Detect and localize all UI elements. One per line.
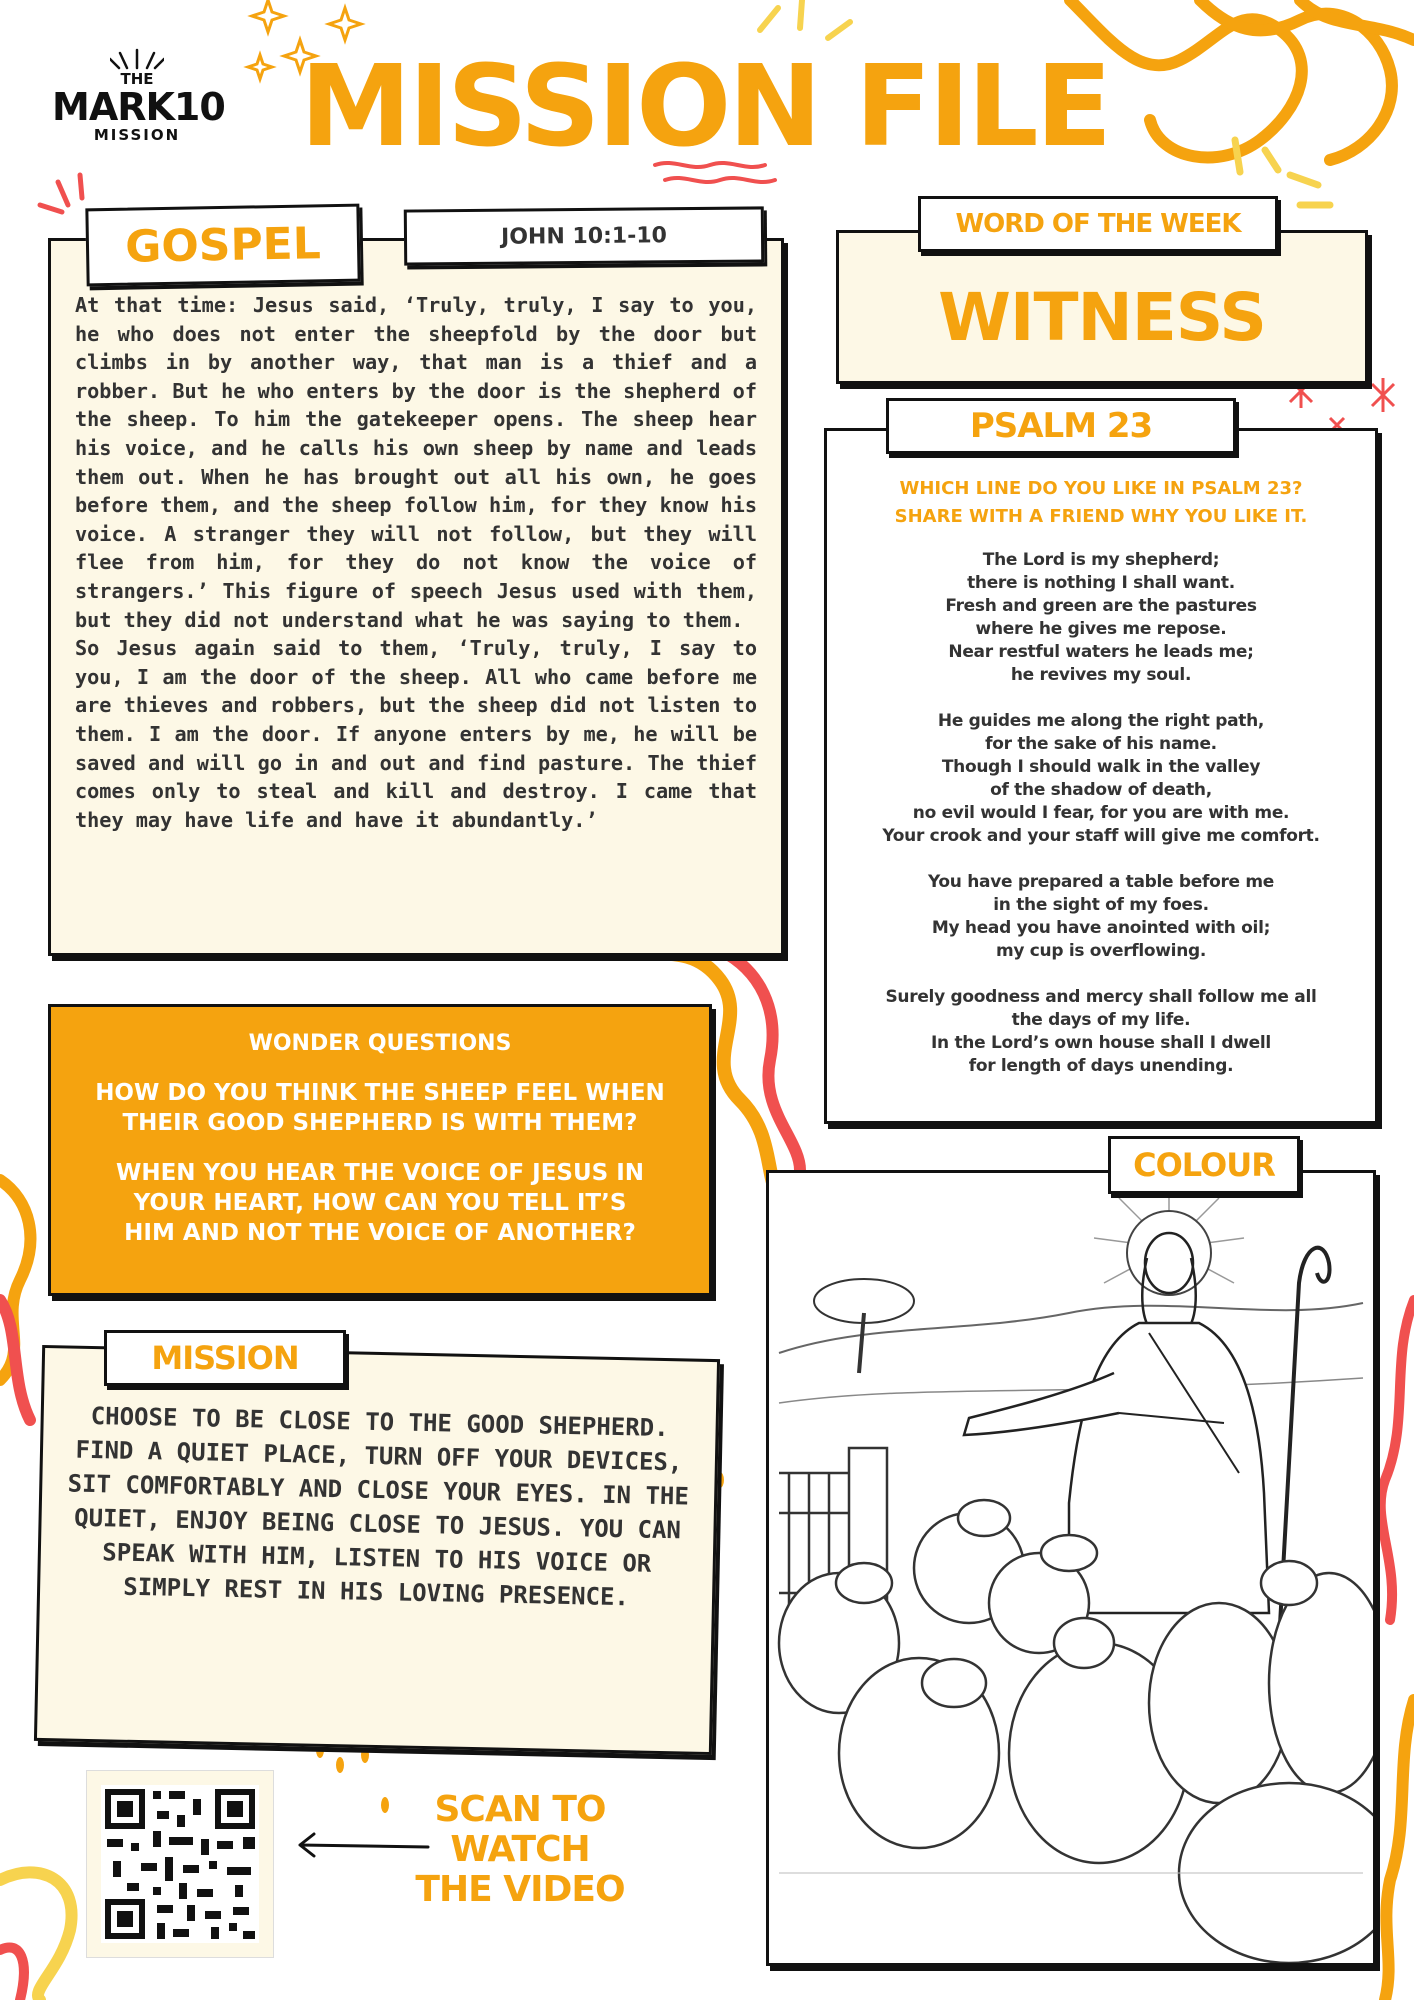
psalm-prompt-line-2: SHARE WITH A FRIEND WHY YOU LIKE IT.: [894, 506, 1308, 527]
wonder-q2-line-2: YOUR HEART, HOW CAN YOU TELL IT’S: [133, 1190, 627, 1216]
wonder-q2-line-1: WHEN YOU HEAR THE VOICE OF JESUS IN: [115, 1160, 645, 1186]
wonder-q2-line-3: HIM AND NOT THE VOICE OF ANOTHER?: [124, 1220, 636, 1246]
scan-line-1: SCAN TO: [434, 1789, 606, 1830]
logo-line-the: THE: [120, 70, 154, 88]
word-of-week-label: WORD OF THE WEEK: [918, 196, 1278, 252]
wonder-question-1: [51, 1078, 709, 1138]
scan-to-watch-text: [400, 1790, 640, 1910]
gospel-text: At that time: Jesus said, ‘Truly, truly, I say to you, he who does not enter the sheepfold by the door but climbs in by another way, that man is a thief and a robber. But he who enters by the door is the shepherd of the sheep. To him the gatekeeper opens. The sheep hear his voice, and he calls his own sheep by name and leads them out. When he has brought out all his own, he goes before them, and the sheep follow him, for they know his voice. A stranger they will not follow, but they will flee from him, for they do not know the voice of strangers.’ This figure of speech Jesus used with them, but they did not understand what he was saying to them. So Jesus again said to them, ‘Truly, truly, I say to you, I am the door of the sheep. All who came before me are thieves and robbers, but the sheep did not listen to them. I am the door. If anyone enters by me, he will be saved and will go in and out and find pasture. The thief comes only to steal and kill and destroy. I came that they may have life and have it abundantly.’: [75, 293, 757, 832]
word-of-week: WITNESS: [938, 279, 1266, 356]
psalm-prompt-line-1: WHICH LINE DO YOU LIKE IN PSALM 23?: [899, 478, 1303, 499]
logo-line-mark10: MARK10: [52, 85, 225, 129]
logo-line-mission: MISSION: [93, 126, 181, 144]
psalm-text: The Lord is my shepherd; there is nothing I shall want. Fresh and green are the pastures where he gives me repose. Near restful waters he leads me; he revives my soul. He guides me along the right path, for the sake of his name. Though I should walk in the valley of the shadow of death, no evil would I fear, for you are with me. Your crook and your staff will give me comfort. You have prepared a table before me in the sight of my foes. My head you have anointed with oil; my cup is overflowing. Surely goodness and mercy shall follow me all the days of my life. In the Lord’s own house shall I dwell for length of days unending.: [882, 550, 1320, 1076]
psalm-panel: [824, 428, 1378, 1124]
mark10-logo: [52, 48, 225, 163]
colouring-panel: [766, 1170, 1376, 1966]
gospel-label: GOSPEL: [85, 204, 360, 287]
wonder-question-2: [51, 1158, 709, 1248]
qr-code-icon: [87, 1771, 273, 1957]
wonder-questions-panel: [48, 1004, 712, 1296]
shepherd-with-sheep-illustration: [769, 1173, 1373, 1963]
gospel-reference: JOHN 10:1-10: [404, 206, 764, 265]
psalm-prompt: [827, 475, 1375, 531]
scan-line-3: THE VIDEO: [415, 1869, 625, 1910]
wonder-q1-line-2: THEIR GOOD SHEPHERD IS WITH THEM?: [122, 1110, 638, 1136]
colour-label: COLOUR: [1108, 1136, 1300, 1194]
mission-label: MISSION: [104, 1330, 346, 1386]
mission-text: CHOOSE TO BE CLOSE TO THE GOOD SHEPHERD. FIND A QUIET PLACE, TURN OFF YOUR DEVICES, SIT COMFORTABLY AND CLOSE YOUR EYES. IN THE QUIET, ENJOY BEING CLOSE TO JESUS. YOU CAN SPEAK WITH HIM, LISTEN TO HIS VOICE OR SIMPLY REST IN HIS LOVING PRESENCE.: [67, 1401, 690, 1612]
qr-code[interactable]: [86, 1770, 274, 1958]
sunburst-icon: [110, 48, 164, 70]
gospel-panel: [48, 238, 784, 956]
mission-panel: [34, 1345, 720, 1755]
psalm-label: PSALM 23: [886, 398, 1236, 454]
word-of-week-panel: [836, 230, 1368, 384]
wonder-title: WONDER QUESTIONS: [248, 1031, 512, 1056]
wonder-q1-line-1: HOW DO YOU THINK THE SHEEP FEEL WHEN: [95, 1080, 665, 1106]
page-title: MISSION FILE: [300, 42, 1110, 172]
scan-line-2: WATCH: [450, 1829, 590, 1870]
